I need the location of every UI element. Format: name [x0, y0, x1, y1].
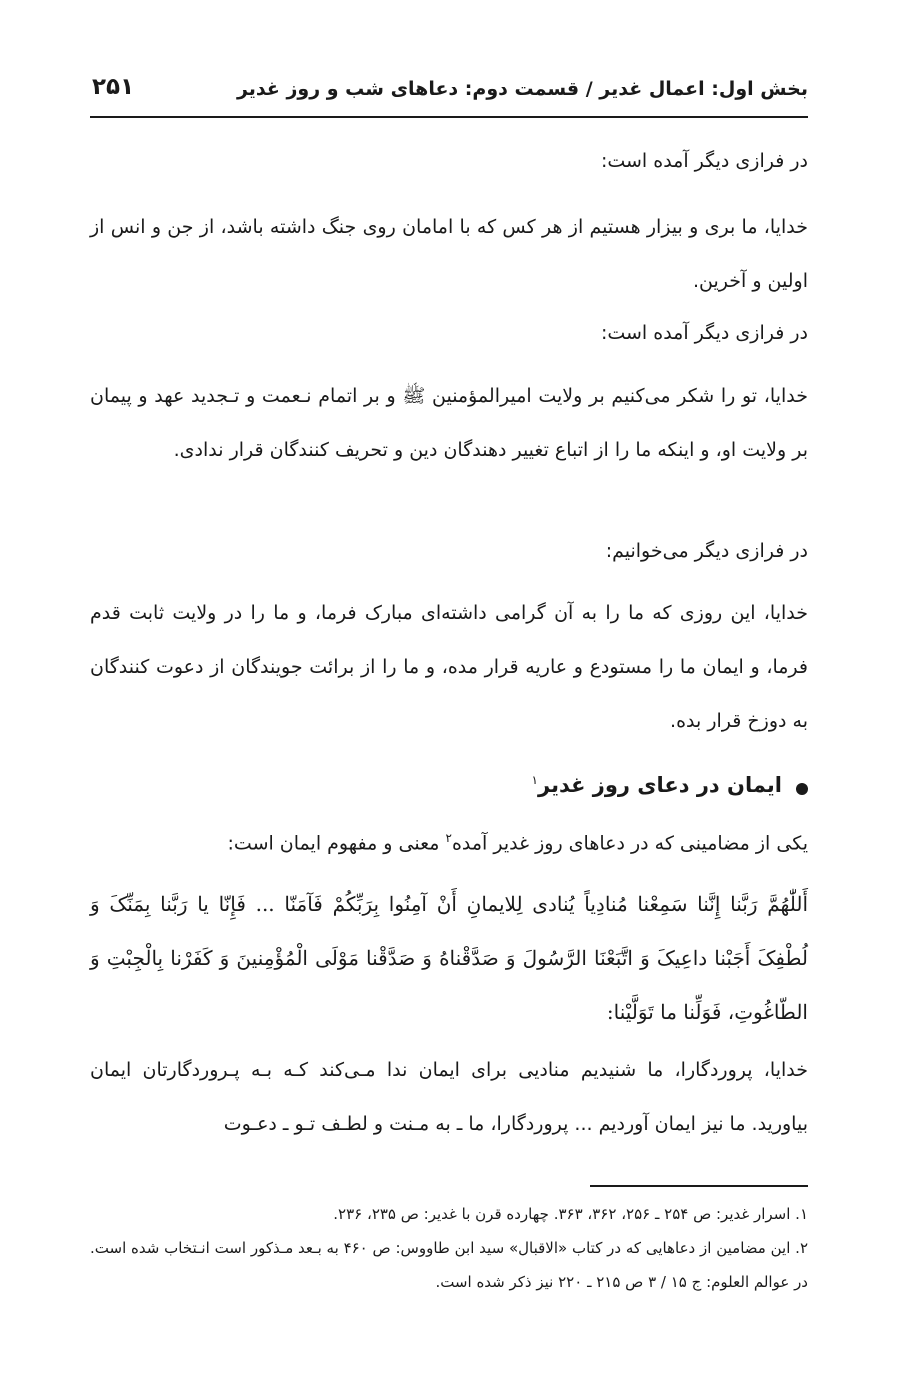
paragraph-1: خدایا، ما بری و بیزار هستیم از هر کس که با امامان روی جنگ داشته باشد، از جن و انس از اولین و آخرین.: [90, 216, 808, 292]
section-heading-text: ایمان در دعای روز غدیر: [538, 773, 782, 797]
footnote-2: ۲. این مضامین از دعاهایی که در کتاب «الاقبال» سید ابن طاووس: ص ۴۶۰ به بـعد مـذکور است انـتخاب شده است. در عوالم العلوم: ج ۱۵ / ۳ ص ۲۱۵ ـ ۲۲۰ نیز ذکر شده است.: [90, 1239, 808, 1291]
intro-line-2: در فرازی دیگر آمده است:: [600, 322, 808, 344]
running-title: بخش اول: اعمال غدیر / قسمت دوم: دعاهای شب و روز غدیر: [236, 78, 808, 100]
section-intro: [90, 823, 808, 858]
arabic-prayer-text: أَللّٰهُمَّ رَبَّنا إِنَّنا سَمِعْنا مُنادِیاً یُنادی لِلایمانِ أَنْ آمِنُوا بِرَبِّکُمْ فَآمَنّا ... فَإِنّا یا رَبَّنا بِمَنِّکَ وَ لُطْفِکَ أَجَبْنا داعِیکَ وَ اتَّبَعْنَا الرَّسُولَ وَ صَدَّقْناهُ وَ صَدَّقْنا مَوْلَی الْمُؤْمِنینَ وَ کَفَرْنا بِالْجِبْتِ وَ الطّاغُوتِ، فَوَلِّنا ما تَوَلَّیْنا:: [90, 892, 808, 1024]
footnote-ref-1: ۱: [531, 773, 538, 787]
intro-line-3: در فرازی دیگر می‌خوانیم:: [605, 540, 808, 562]
bullet-icon: [796, 783, 808, 795]
footnote-ref-2: ۲: [445, 831, 452, 845]
intro-line-1: در فرازی دیگر آمده است:: [600, 150, 808, 172]
footnotes: [90, 1197, 808, 1299]
section-intro-text-a: یکی از مضامینی که در دعاهای روز غدیر آمده: [451, 832, 808, 855]
footnote-1: ۱. اسرار غدیر: ص ۲۵۴ ـ ۲۵۶، ۳۶۲، ۳۶۳. چهارده قرن با غدیر: ص ۲۳۵، ۲۳۶.: [333, 1205, 808, 1223]
page-number: ۲۵۱: [92, 74, 135, 100]
paragraph-2: خدایا، تو را شکر می‌کنیم بر ولایت امیرالمؤمنین ﷺ و بر اتمام نـعمت و تـجدید عهد و پیمان بر ولایت او، و اینکه ما را از اتباع تغییر دهندگان دین و تحریف کنندگان قرار ندادی.: [90, 385, 808, 461]
section-heading: [532, 773, 808, 797]
paragraph-3: خدایا، این روزی که ما را به آن گرامی داشته‌ای مبارک فرما، و ما را در ولایت ثابت قدم فرما، و ایمان ما را مستودع و عاریه قرار مده، و ما را از برائت جویندگان از دعوت کنندگان به دوزخ قرار بده.: [90, 602, 808, 732]
prayer-translation: خدایا، پروردگارا، ما شنیدیم منادیی برای ایمان ندا مـی‌کند کـه بـه پـروردگارتان ایمان بیاورید. ما نیز ایمان آوردیم ... پروردگارا، ما ـ به مـنت و لطـف تـو ـ دعـوت: [90, 1059, 808, 1135]
footnote-divider: [590, 1185, 808, 1187]
section-intro-text-b: معنی و مفهوم ایمان است:: [227, 832, 440, 855]
header-divider: [90, 116, 808, 118]
page-header: [90, 72, 808, 112]
